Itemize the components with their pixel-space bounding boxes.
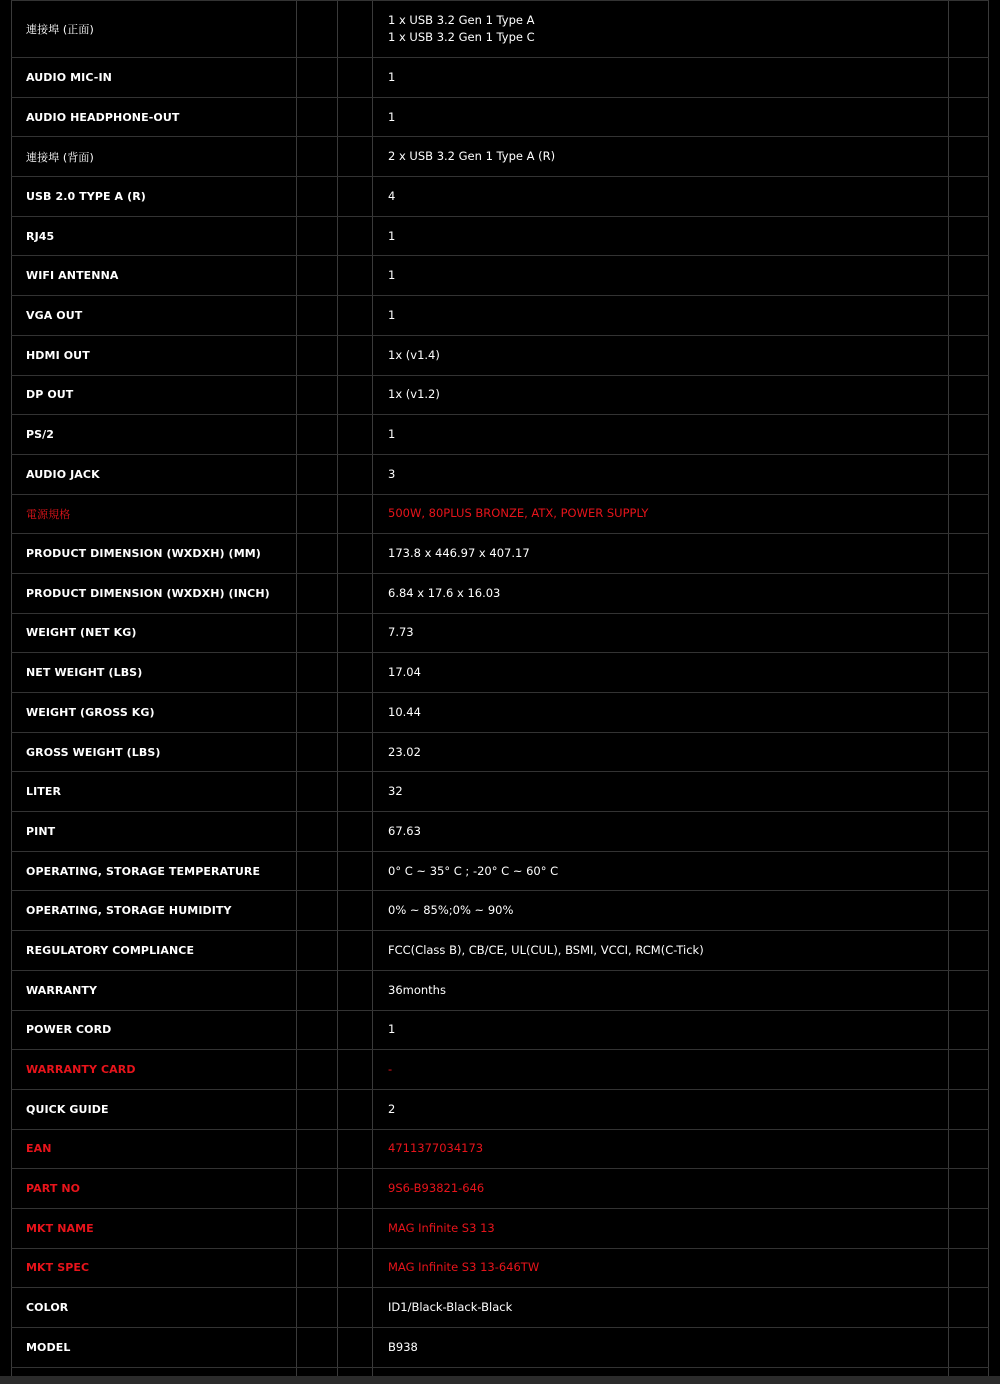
spec-label: PRODUCT DIMENSION (WXDXH) (INCH) bbox=[11, 573, 297, 613]
spec-value: 32 bbox=[372, 772, 948, 812]
spacer-cell bbox=[948, 97, 989, 137]
spec-label: QUICK GUIDE bbox=[11, 1089, 297, 1129]
spacer-cell bbox=[297, 534, 337, 574]
spacer-cell bbox=[948, 296, 989, 336]
spec-label: 連接埠 (背面) bbox=[11, 137, 297, 177]
spec-label: GROSS WEIGHT (LBS) bbox=[11, 732, 297, 772]
spacer-cell bbox=[297, 216, 337, 256]
spacer-cell bbox=[297, 772, 337, 812]
spec-label: 連接埠 (正面) bbox=[11, 1, 297, 58]
spacer-cell bbox=[297, 851, 337, 891]
spacer-cell bbox=[337, 931, 372, 971]
spacer-cell bbox=[297, 58, 337, 98]
spacer-cell bbox=[297, 891, 337, 931]
spec-row bbox=[11, 216, 989, 256]
spacer-cell bbox=[297, 375, 337, 415]
spec-label: RJ45 bbox=[11, 216, 297, 256]
spec-label: PS/2 bbox=[11, 415, 297, 455]
spec-label: POWER CORD bbox=[11, 1010, 297, 1050]
spec-value: MAG Infinite S3 13 bbox=[372, 1208, 948, 1248]
spacer-cell bbox=[297, 296, 337, 336]
spacer-cell bbox=[297, 335, 337, 375]
spec-value: 3 bbox=[372, 454, 948, 494]
spacer-cell bbox=[297, 1248, 337, 1288]
spec-value: ID1/Black-Black-Black bbox=[372, 1288, 948, 1328]
spec-row bbox=[11, 1089, 989, 1129]
spec-row bbox=[11, 97, 989, 137]
spacer-cell bbox=[337, 891, 372, 931]
spacer-cell bbox=[337, 1050, 372, 1090]
spec-value: 1 bbox=[372, 415, 948, 455]
spec-value: 1 bbox=[372, 296, 948, 336]
spec-label: PRODUCT DIMENSION (WXDXH) (MM) bbox=[11, 534, 297, 574]
spacer-cell bbox=[948, 732, 989, 772]
spacer-cell bbox=[337, 772, 372, 812]
spec-table bbox=[11, 0, 989, 1368]
spacer-cell bbox=[297, 653, 337, 693]
spec-row bbox=[11, 772, 989, 812]
spec-label: USB 2.0 TYPE A (R) bbox=[11, 177, 297, 217]
spacer-cell bbox=[337, 534, 372, 574]
spec-row bbox=[11, 1248, 989, 1288]
spec-label: PART NO bbox=[11, 1169, 297, 1209]
spacer-cell bbox=[297, 97, 337, 137]
spacer-cell bbox=[948, 1288, 989, 1328]
spec-row bbox=[11, 454, 989, 494]
spec-row bbox=[11, 970, 989, 1010]
spec-label: 電源規格 bbox=[11, 494, 297, 534]
spacer-cell bbox=[337, 1208, 372, 1248]
spec-row bbox=[11, 812, 989, 852]
spacer-cell bbox=[337, 296, 372, 336]
spec-row bbox=[11, 335, 989, 375]
spec-table-body bbox=[11, 1, 989, 1368]
spec-row bbox=[11, 137, 989, 177]
spacer-cell bbox=[337, 653, 372, 693]
spec-value: 6.84 x 17.6 x 16.03 bbox=[372, 573, 948, 613]
spec-label: DP OUT bbox=[11, 375, 297, 415]
spacer-cell bbox=[337, 494, 372, 534]
spacer-cell bbox=[948, 375, 989, 415]
spec-label: WARRANTY bbox=[11, 970, 297, 1010]
spec-value: 67.63 bbox=[372, 812, 948, 852]
spec-row bbox=[11, 1288, 989, 1328]
spec-row bbox=[11, 851, 989, 891]
spacer-cell bbox=[297, 1328, 337, 1368]
spec-value: 7.73 bbox=[372, 613, 948, 653]
spacer-cell bbox=[297, 1050, 337, 1090]
spacer-cell bbox=[337, 97, 372, 137]
spec-label: HDMI OUT bbox=[11, 335, 297, 375]
spec-value-line: 1 x USB 3.2 Gen 1 Type C bbox=[388, 30, 535, 44]
spacer-cell bbox=[297, 1089, 337, 1129]
spacer-cell bbox=[297, 494, 337, 534]
spacer-cell bbox=[297, 1208, 337, 1248]
spec-label: EAN bbox=[11, 1129, 297, 1169]
spec-row bbox=[11, 534, 989, 574]
spacer-cell bbox=[337, 216, 372, 256]
spacer-cell bbox=[337, 851, 372, 891]
spec-value: 500W, 80PLUS BRONZE, ATX, POWER SUPPLY bbox=[372, 494, 948, 534]
spacer-cell bbox=[297, 970, 337, 1010]
spec-row bbox=[11, 891, 989, 931]
spacer-cell bbox=[337, 1169, 372, 1209]
spacer-cell bbox=[337, 1248, 372, 1288]
spacer-cell bbox=[948, 653, 989, 693]
spec-label: OPERATING, STORAGE TEMPERATURE bbox=[11, 851, 297, 891]
spec-value: 0° C ~ 35° C ; -20° C ~ 60° C bbox=[372, 851, 948, 891]
spacer-cell bbox=[948, 1, 989, 58]
spacer-cell bbox=[948, 1089, 989, 1129]
spec-row bbox=[11, 1169, 989, 1209]
spec-label: WARRANTY CARD bbox=[11, 1050, 297, 1090]
spacer-cell bbox=[337, 1129, 372, 1169]
spacer-cell bbox=[948, 534, 989, 574]
spec-label: MKT SPEC bbox=[11, 1248, 297, 1288]
footer-bar bbox=[0, 1376, 1000, 1384]
spec-value: 1 bbox=[372, 58, 948, 98]
spec-label: REGULATORY COMPLIANCE bbox=[11, 931, 297, 971]
spec-label: MKT NAME bbox=[11, 1208, 297, 1248]
spacer-cell bbox=[297, 177, 337, 217]
spacer-cell bbox=[337, 256, 372, 296]
spacer-cell bbox=[948, 1328, 989, 1368]
spec-label: WEIGHT (GROSS KG) bbox=[11, 693, 297, 733]
spacer-cell bbox=[948, 812, 989, 852]
spec-value: B938 bbox=[372, 1328, 948, 1368]
spacer-cell bbox=[948, 970, 989, 1010]
spacer-cell bbox=[337, 335, 372, 375]
spacer-cell bbox=[948, 1208, 989, 1248]
spacer-cell bbox=[337, 137, 372, 177]
spacer-cell bbox=[948, 613, 989, 653]
spacer-cell bbox=[948, 454, 989, 494]
spec-value: 1x (v1.4) bbox=[372, 335, 948, 375]
spec-row bbox=[11, 1050, 989, 1090]
spec-row bbox=[11, 613, 989, 653]
spec-row bbox=[11, 375, 989, 415]
spec-value: 1x (v1.2) bbox=[372, 375, 948, 415]
spacer-cell bbox=[337, 693, 372, 733]
spec-row bbox=[11, 1010, 989, 1050]
spacer-cell bbox=[297, 256, 337, 296]
spacer-cell bbox=[948, 573, 989, 613]
spacer-cell bbox=[948, 177, 989, 217]
spacer-cell bbox=[297, 573, 337, 613]
spec-row bbox=[11, 1328, 989, 1368]
spacer-cell bbox=[948, 58, 989, 98]
spec-row bbox=[11, 256, 989, 296]
spacer-cell bbox=[337, 58, 372, 98]
spec-value: 1 bbox=[372, 1010, 948, 1050]
spec-value: 4711377034173 bbox=[372, 1129, 948, 1169]
spacer-cell bbox=[337, 1089, 372, 1129]
spacer-cell bbox=[337, 375, 372, 415]
spec-label: WIFI ANTENNA bbox=[11, 256, 297, 296]
spec-value: 1 bbox=[372, 216, 948, 256]
spec-label: VGA OUT bbox=[11, 296, 297, 336]
spec-row bbox=[11, 177, 989, 217]
spacer-cell bbox=[948, 415, 989, 455]
spacer-cell bbox=[948, 772, 989, 812]
spacer-cell bbox=[297, 415, 337, 455]
spec-row bbox=[11, 415, 989, 455]
spec-value: - bbox=[372, 1050, 948, 1090]
spec-value-line: 1 x USB 3.2 Gen 1 Type A bbox=[388, 13, 535, 27]
spec-row bbox=[11, 693, 989, 733]
spec-row bbox=[11, 296, 989, 336]
spacer-cell bbox=[297, 1288, 337, 1328]
spacer-cell bbox=[337, 177, 372, 217]
spacer-cell bbox=[948, 1129, 989, 1169]
spec-label: PINT bbox=[11, 812, 297, 852]
spacer-cell bbox=[297, 1169, 337, 1209]
spacer-cell bbox=[948, 693, 989, 733]
spacer-cell bbox=[948, 1169, 989, 1209]
spacer-cell bbox=[337, 970, 372, 1010]
spec-row bbox=[11, 58, 989, 98]
spec-value: 0% ~ 85%;0% ~ 90% bbox=[372, 891, 948, 931]
spacer-cell bbox=[948, 216, 989, 256]
spec-row bbox=[11, 573, 989, 613]
spec-value: 1 bbox=[372, 97, 948, 137]
spacer-cell bbox=[297, 1010, 337, 1050]
spacer-cell bbox=[337, 1, 372, 58]
spacer-cell bbox=[297, 1129, 337, 1169]
spec-row bbox=[11, 1, 989, 58]
spec-label: AUDIO JACK bbox=[11, 454, 297, 494]
spacer-cell bbox=[948, 1248, 989, 1288]
spec-label: AUDIO MIC-IN bbox=[11, 58, 297, 98]
spacer-cell bbox=[297, 732, 337, 772]
spacer-cell bbox=[297, 693, 337, 733]
spacer-cell bbox=[337, 1010, 372, 1050]
spec-label: OPERATING, STORAGE HUMIDITY bbox=[11, 891, 297, 931]
spacer-cell bbox=[297, 137, 337, 177]
spec-value: 2 bbox=[372, 1089, 948, 1129]
spec-value: FCC(Class B), CB/CE, UL(CUL), BSMI, VCCI, RCM(C-Tick) bbox=[372, 931, 948, 971]
spec-value: 10.44 bbox=[372, 693, 948, 733]
spacer-cell bbox=[337, 1328, 372, 1368]
spec-row bbox=[11, 1129, 989, 1169]
spec-value: 1 bbox=[372, 256, 948, 296]
spec-value: 2 x USB 3.2 Gen 1 Type A (R) bbox=[372, 137, 948, 177]
spacer-cell bbox=[948, 891, 989, 931]
spec-value: MAG Infinite S3 13-646TW bbox=[372, 1248, 948, 1288]
spec-value: 4 bbox=[372, 177, 948, 217]
spacer-cell bbox=[948, 1050, 989, 1090]
spec-label: LITER bbox=[11, 772, 297, 812]
spacer-cell bbox=[337, 415, 372, 455]
spec-value: 23.02 bbox=[372, 732, 948, 772]
spacer-cell bbox=[948, 851, 989, 891]
spec-label: MODEL bbox=[11, 1328, 297, 1368]
spacer-cell bbox=[297, 812, 337, 852]
spacer-cell bbox=[297, 931, 337, 971]
spacer-cell bbox=[948, 256, 989, 296]
spec-value: 9S6-B93821-646 bbox=[372, 1169, 948, 1209]
spacer-cell bbox=[948, 1010, 989, 1050]
spacer-cell bbox=[337, 1288, 372, 1328]
spec-row bbox=[11, 1208, 989, 1248]
spacer-cell bbox=[948, 335, 989, 375]
spec-value: 173.8 x 446.97 x 407.17 bbox=[372, 534, 948, 574]
spec-value: 17.04 bbox=[372, 653, 948, 693]
spec-label: COLOR bbox=[11, 1288, 297, 1328]
spacer-cell bbox=[948, 137, 989, 177]
spacer-cell bbox=[297, 1, 337, 58]
spec-row bbox=[11, 732, 989, 772]
spacer-cell bbox=[337, 573, 372, 613]
spacer-cell bbox=[337, 732, 372, 772]
spec-row bbox=[11, 494, 989, 534]
spacer-cell bbox=[337, 454, 372, 494]
spacer-cell bbox=[337, 812, 372, 852]
spec-label: WEIGHT (NET KG) bbox=[11, 613, 297, 653]
spacer-cell bbox=[948, 931, 989, 971]
spacer-cell bbox=[297, 613, 337, 653]
spec-row bbox=[11, 931, 989, 971]
spec-value: 36months bbox=[372, 970, 948, 1010]
spec-label: AUDIO HEADPHONE-OUT bbox=[11, 97, 297, 137]
spacer-cell bbox=[948, 494, 989, 534]
spacer-cell bbox=[337, 613, 372, 653]
spec-label: NET WEIGHT (LBS) bbox=[11, 653, 297, 693]
spacer-cell bbox=[297, 454, 337, 494]
spec-row bbox=[11, 653, 989, 693]
spec-value bbox=[372, 1, 948, 58]
